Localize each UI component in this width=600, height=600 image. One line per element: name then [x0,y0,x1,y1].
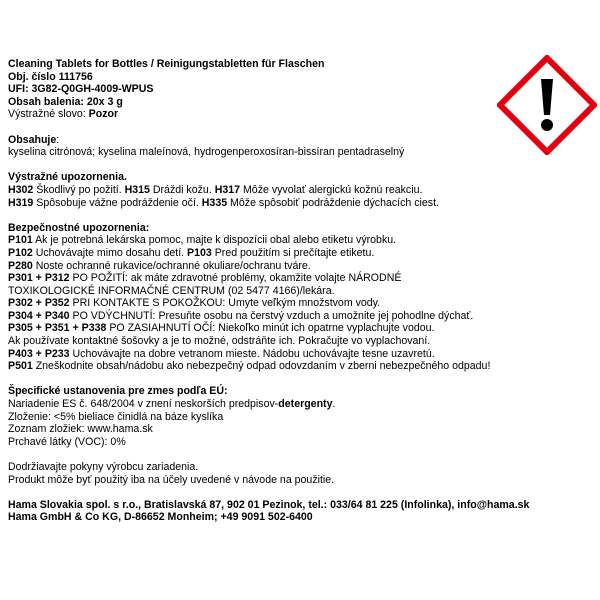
ghs07-exclamation-mark-icon [497,55,597,155]
product-title: Cleaning Tablets for Bottles / Reinigungstabletten für Flaschen [8,58,325,70]
note-line-1: Dodržiavajte pokyny výrobcu zariadenia. [8,461,199,473]
order-number: Obj. číslo 111756 [8,70,93,83]
eu-voc: Prchavé látky (VOC): 0% [8,435,126,448]
precaution-p102: P102 Uchovávajte mimo dosahu detí. P103 Pred použitím si prečítajte etiketu. [8,246,375,259]
precaution-p304: P304 + P340 PO VDÝCHNUTÍ: Presuňte osobu na čerstvý vzduch a umožnite jej pohodlne dýchať. [8,309,474,322]
composition-heading: Obsahuje: [8,133,60,146]
eu-regulation: Nariadenie ES č. 648/2004 v znení neskorších predpisov-detergenty. [8,398,336,411]
precaution-p305-cont: Ak používate kontaktné šošovky a je to možné, odstráňte ich. Pokračujte vo vyplachovaní. [8,335,431,348]
precaution-p501: P501 Zneškodnite obsah/nádobu ako nebezpečný odpad odovzdaním v zberni nebezpečného odpadu! [8,360,491,373]
hazard-line-2: H319 Spôsobuje vážne podráždenie očí. H335 Môže spôsobiť podráždenie dýchacích ciest. [8,196,439,209]
precaution-p301: P301 + P312 PO POŽITÍ: ak máte zdravotné problémy, okamžite volajte NÁRODNÉ [8,272,402,285]
footer-line-1: Hama Slovakia spol. s r.o., Bratislavská 87, 902 01 Pezinok, tel.: 033/64 81 225 (Infolinka), info@hama.sk [8,498,530,511]
signal-word: Pozor [88,108,119,121]
eu-composition: Zloženie: <5% bieliace činidlá na báze kyslíka [8,410,224,423]
ufi-code: UFI: 3G82-Q0GH-4009-WPUS [8,83,154,96]
precaution-p305: P305 + P351 + P338 PO ZASIAHNUTÍ OČÍ: Niekoľko minút ich opatrne vyplachujte vodou. [8,322,435,335]
precaution-p280: P280 Noste ochranné rukavice/ochranné okuliare/ochranu tváre. [8,259,311,272]
precaution-p403: P403 + P233 Uchovávajte na dobre vetranom mieste. Nádobu uchovávajte tesne uzavretú. [8,347,435,360]
note-line-2: Produkt môže byť použitý iba na účely uvedené v návode na použitie. [8,473,335,486]
precaution-heading: Bezpečnostné upozornenia: [8,221,150,234]
precaution-p302: P302 + P352 PRI KONTAKTE S POKOŽKOU: Umyte veľkým množstvom vody. [8,297,381,310]
precaution-p301-cont: TOXIKOLOGICKÉ INFORMAČNÉ CENTRUM (02 5477 4166)/lekára. [8,284,335,297]
eu-ingredients: Zoznam zložiek: www.hama.sk [8,423,153,436]
signal-word-line: Výstražné slovo: Pozor [8,108,119,121]
hazard-line-1: H302 Škodlivý po požití. H315 Dráždi kožu. H317 Môže vyvolať alergickú kožnú reakciu. [8,183,423,196]
package-contents: Obsah balenia: 20x 3 g [8,95,123,108]
hazard-heading: Výstražné upozornenia. [8,171,127,184]
precaution-p101: P101 Ak je potrebná lekárska pomoc, majte k dispozícii obal alebo etiketu výrobku. [8,234,397,247]
footer-line-2: Hama GmbH & Co KG, D-86652 Monheim; +49 9091 502-6400 [8,511,313,524]
eu-heading: Špecifické ustanovenia pre zmes podľa EÚ: [8,385,228,398]
composition-text: kyselina citrónová; kyselina maleínová, hydrogenperoxosíran-bissíran pentadraselný [8,146,405,159]
